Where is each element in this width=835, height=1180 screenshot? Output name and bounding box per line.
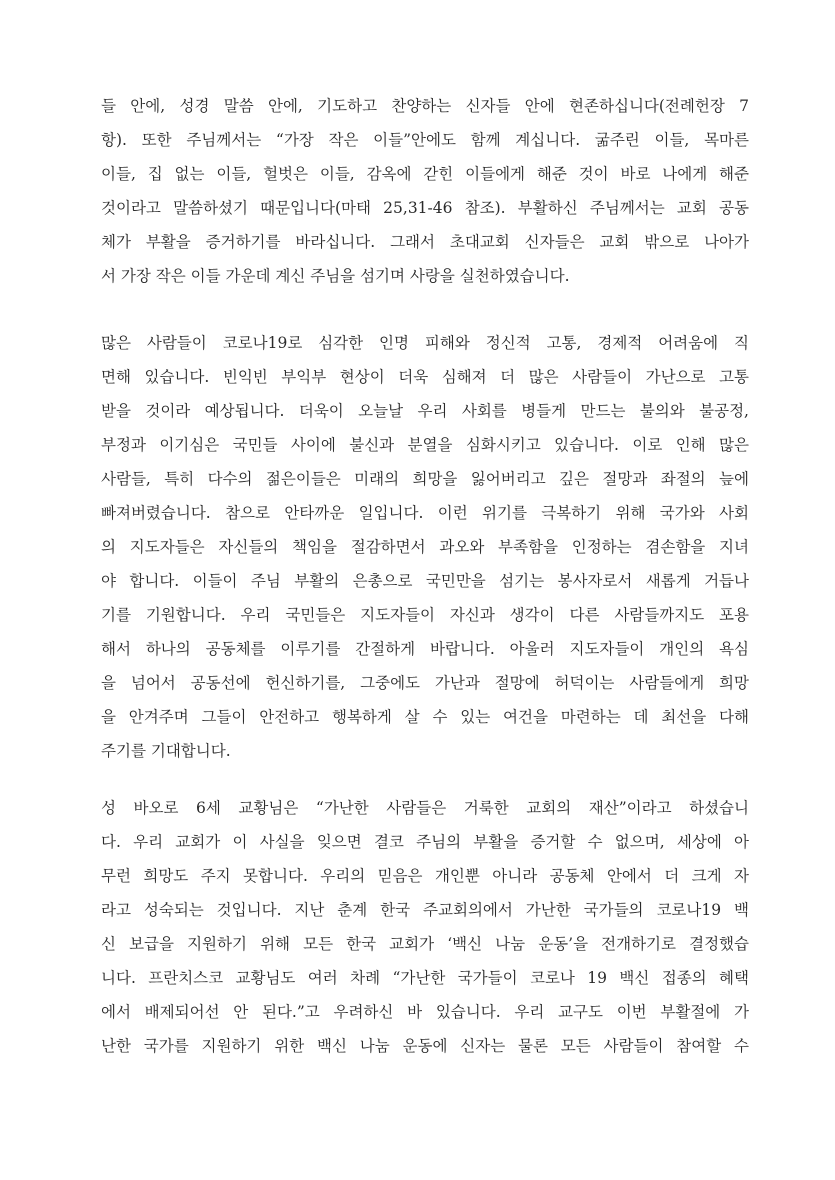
text-line: 항). 또한 주님께서는 “가장 작은 이들”안에도 함께 계십니다. 굶주린 이들, 목마른 [101, 131, 749, 149]
text-line: 성 바오로 6세 교황님은 “가난한 사람들은 거룩한 교회의 재산”이라고 하셨습니 [101, 799, 749, 817]
text-line: 부정과 이기심은 국민들 사이에 불신과 분열을 심화시키고 있습니다. 이로 인해 많은 [101, 436, 749, 454]
text-line: 야 합니다. 이들이 주님 부활의 은총으로 국민만을 섬기는 봉사자로서 새롭게 거듭나 [101, 572, 749, 590]
text-line: 에서 배제되어선 안 된다.”고 우려하신 바 있습니다. 우리 교구도 이번 부활절에 가 [101, 1003, 749, 1021]
text-line: 난한 국가를 지원하기 위한 백신 나눔 운동에 신자는 물론 모든 사람들이 참여할 수 [101, 1037, 749, 1055]
text-line: 을 넘어서 공동선에 헌신하기를, 그중에도 가난과 절망에 허덕이는 사람들에게 희망 [101, 674, 749, 692]
text-line: 받을 것이라 예상됩니다. 더욱이 오늘날 우리 사회를 병들게 만드는 불의와 불공정, [101, 402, 749, 420]
text-line: 주기를 기대합니다. [101, 742, 231, 760]
text-line: 사람들, 특히 다수의 젊은이들은 미래의 희망을 잃어버리고 깊은 절망과 좌절의 늪에 [101, 470, 749, 488]
text-line: 들 안에, 성경 말씀 안에, 기도하고 찬양하는 신자들 안에 현존하십니다(전례헌장 7 [101, 97, 749, 115]
text-line: 것이라고 말씀하셨기 때문입니다(마태 25,31-46 참조). 부활하신 주님께서는 교회 공동 [101, 199, 749, 217]
text-line: 해서 하나의 공동체를 이루기를 간절하게 바랍니다. 아울러 지도자들이 개인의 욕심 [101, 640, 749, 658]
text-line: 무런 희망도 주지 못합니다. 우리의 믿음은 개인뿐 아니라 공동체 안에서 더 크게 자 [101, 867, 749, 885]
text-line: 많은 사람들이 코로나19로 심각한 인명 피해와 정신적 고통, 경제적 어려움에 직 [101, 334, 749, 352]
text-line: 라고 성숙되는 것입니다. 지난 춘계 한국 주교회의에서 가난한 국가들의 코로나19 백 [101, 901, 749, 919]
text-line: 이들, 집 없는 이들, 헐벗은 이들, 감옥에 갇힌 이들에게 해준 것이 바로 나에게 해준 [101, 165, 749, 183]
paragraph-3 [101, 791, 749, 1063]
text-line: 신 보급을 지원하기 위해 모든 한국 교회가 ‘백신 나눔 운동’을 전개하기로 결정했습 [101, 935, 749, 953]
paragraph-1 [101, 89, 749, 293]
text-line: 의 지도자들은 자신들의 책임을 절감하면서 과오와 부족함을 인정하는 겸손함을 지녀 [101, 538, 749, 556]
text-line: 체가 부활을 증거하기를 바라십니다. 그래서 초대교회 신자들은 교회 밖으로 나아가 [101, 233, 749, 251]
text-line: 다. 우리 교회가 이 사실을 잊으면 결코 주님의 부활을 증거할 수 없으며, 세상에 아 [101, 833, 749, 851]
text-line: 서 가장 작은 이들 가운데 계신 주님을 섬기며 사랑을 실천하였습니다. [101, 267, 570, 285]
text-line: 기를 기원합니다. 우리 국민들은 지도자들이 자신과 생각이 다른 사람들까지도 포용 [101, 606, 749, 624]
text-line: 면해 있습니다. 빈익빈 부익부 현상이 더욱 심해져 더 많은 사람들이 가난으로 고통 [101, 368, 749, 386]
text-line: 을 안겨주며 그들이 안전하고 행복하게 살 수 있는 여건을 마련하는 데 최선을 다해 [101, 708, 749, 726]
paragraph-2 [101, 326, 749, 768]
text-line: 니다. 프란치스코 교황님도 여러 차례 “가난한 국가들이 코로나 19 백신 접종의 혜택 [101, 969, 749, 987]
text-line: 빠져버렸습니다. 참으로 안타까운 일입니다. 이런 위기를 극복하기 위해 국가와 사회 [101, 504, 749, 522]
